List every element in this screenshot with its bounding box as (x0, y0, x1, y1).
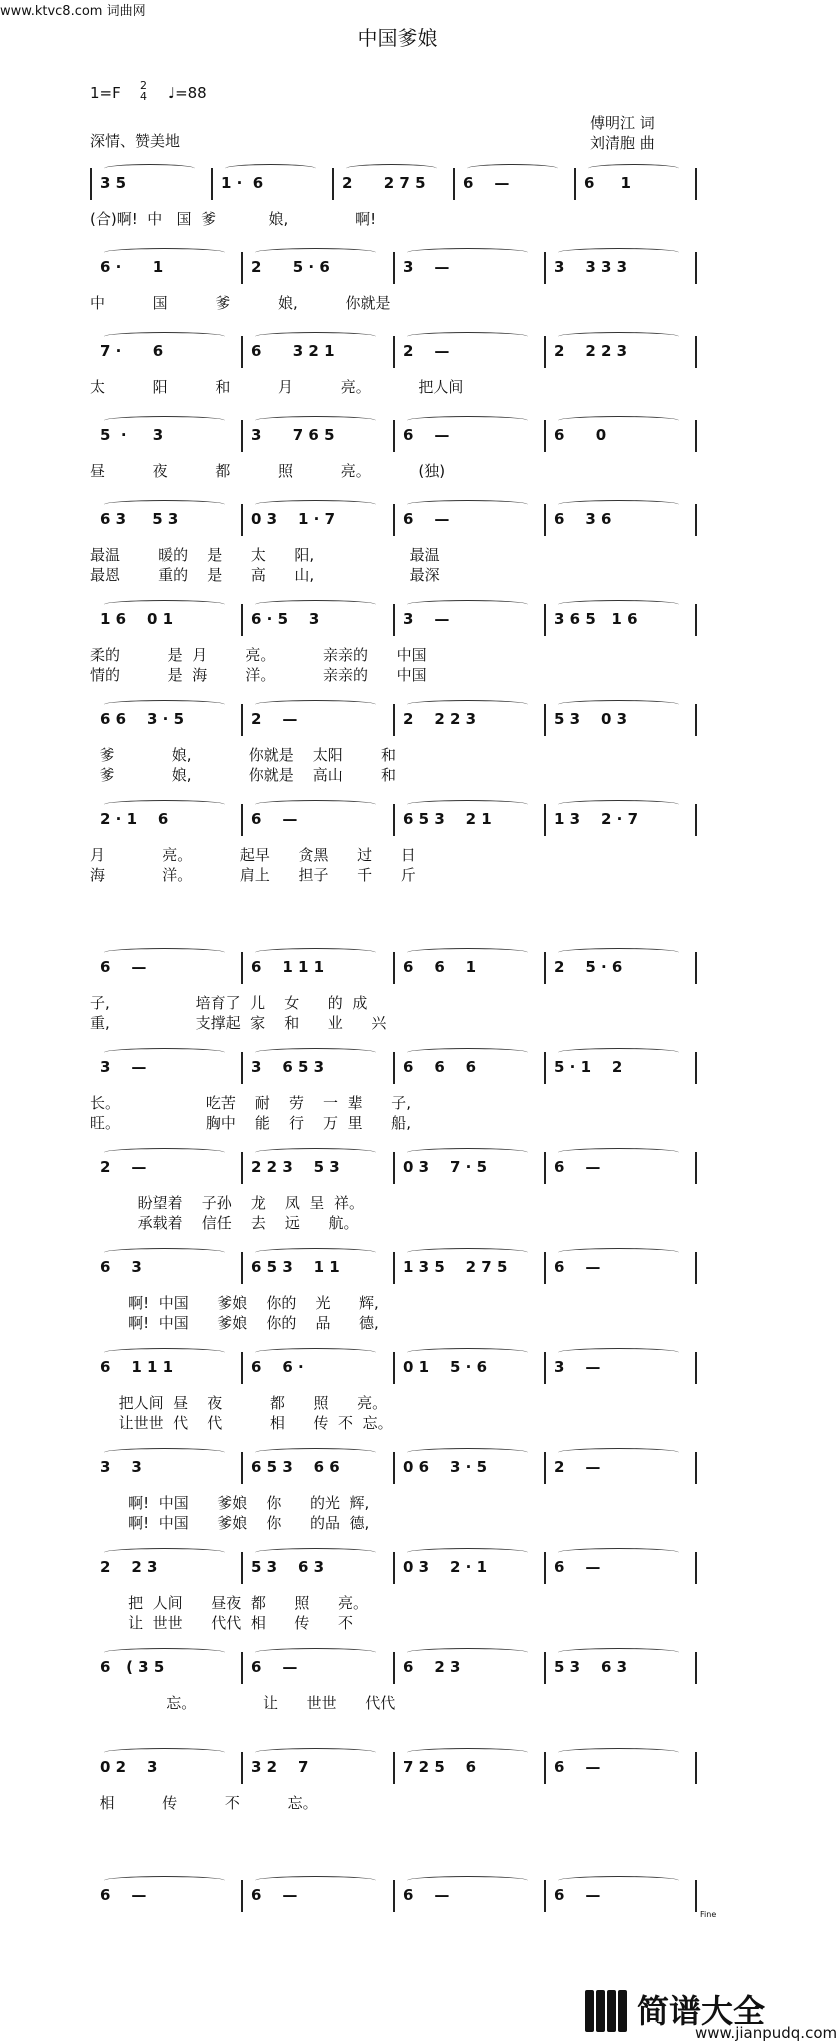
bar-line (393, 1880, 395, 1912)
bar-line (393, 252, 395, 284)
bar-line (393, 1052, 395, 1084)
tempo-marking: ♩=88 (168, 84, 207, 102)
measure-notes: 6 6 · (251, 1358, 304, 1376)
bar-line (241, 1352, 243, 1384)
slur-mark (407, 1348, 528, 1357)
brand-url: www.jianpudq.com (695, 2024, 837, 2042)
measure-notes: 2 2 2 3 (403, 710, 477, 728)
measure-notes: 3 3 3 3 (554, 258, 628, 276)
measure-notes: 0 3 2 · 1 (403, 1558, 488, 1576)
bar-line (544, 1152, 546, 1184)
slur-mark (225, 164, 316, 173)
measure-notes: 1 6 0 1 (100, 610, 174, 628)
bar-line (695, 336, 697, 368)
score-row (90, 1880, 700, 1920)
slur-mark (104, 1148, 225, 1157)
lyric-line: 把 人间 昼夜 都 照 亮。 (90, 1594, 369, 1612)
slur-mark (558, 332, 679, 341)
lyric-line: 爹 娘, 你就是 高山 和 (90, 766, 396, 784)
bar-line (695, 252, 697, 284)
bar-line (695, 1152, 697, 1184)
bar-line (241, 1052, 243, 1084)
bar-line (544, 1880, 546, 1912)
bar-line (695, 420, 697, 452)
lyric-line: 海 洋。 肩上 担子 千 斤 (90, 866, 416, 884)
slur-mark (255, 948, 376, 957)
bar-line (211, 168, 213, 200)
slur-mark (255, 600, 376, 609)
slur-mark (104, 700, 225, 709)
measure-notes: 0 1 5 · 6 (403, 1358, 488, 1376)
slur-mark (255, 1148, 376, 1157)
bar-line (695, 1052, 697, 1084)
slur-mark (407, 700, 528, 709)
slur-mark (255, 248, 376, 257)
measure-notes: 6 0 (554, 426, 607, 444)
bar-line (393, 504, 395, 536)
measure-notes: 6 2 3 (403, 1658, 461, 1676)
measure-notes: 0 2 3 (100, 1758, 158, 1776)
score-row (90, 1652, 700, 1692)
bar-line (544, 1252, 546, 1284)
slur-mark (407, 1448, 528, 1457)
measure-notes: 6 3 (100, 1258, 142, 1276)
bar-line (241, 1880, 243, 1912)
score-row (90, 252, 700, 292)
score-row (90, 504, 700, 544)
composer-credit: 刘清胞 曲 (590, 134, 655, 152)
bar-line (241, 704, 243, 736)
measure-notes: 3 6 5 1 6 (554, 610, 638, 628)
bar-line (544, 1052, 546, 1084)
slur-mark (104, 1248, 225, 1257)
bar-line (695, 1452, 697, 1484)
slur-mark (407, 1048, 528, 1057)
measure-notes: 6 1 (584, 174, 631, 192)
score-row (90, 704, 700, 744)
score-row (90, 952, 700, 992)
slur-mark (255, 1876, 376, 1885)
bar-line (241, 420, 243, 452)
slur-mark (558, 1348, 679, 1357)
bar-line (695, 804, 697, 836)
measure-notes: 6 5 3 1 1 (251, 1258, 340, 1276)
slur-mark (558, 1648, 679, 1657)
bar-line (241, 952, 243, 984)
lyric-line: 让世世 代 代 相 传 不 忘。 (90, 1414, 393, 1432)
fine-marking: Fine (700, 1910, 717, 1919)
bar-line (393, 1652, 395, 1684)
slur-mark (346, 164, 437, 173)
brand-name: 简谱大全 (637, 1992, 766, 2030)
bar-line (544, 1652, 546, 1684)
measure-notes: 0 3 1 · 7 (251, 510, 336, 528)
bar-line (544, 1452, 546, 1484)
slur-mark (407, 1148, 528, 1157)
slur-mark (104, 500, 225, 509)
expression-marking: 深情、赞美地 (90, 132, 181, 150)
measure-notes: 6 3 2 1 (251, 342, 335, 360)
lyric-line: 把人间 昼 夜 都 照 亮。 (90, 1394, 388, 1412)
slur-mark (558, 1748, 679, 1757)
bar-line (453, 168, 455, 200)
bar-line (241, 1152, 243, 1184)
measure-notes: 6 — (251, 810, 298, 828)
lyric-line: 啊! 中国 爹娘 你的 品 德, (90, 1314, 379, 1332)
slur-mark (407, 1876, 528, 1885)
lyricist-credit: 傅明江 词 (590, 114, 655, 132)
measure-notes: 6 — (100, 958, 147, 976)
slur-mark (558, 700, 679, 709)
slur-mark (558, 1248, 679, 1257)
measure-notes: 3 — (403, 258, 450, 276)
bar-line (241, 1552, 243, 1584)
measure-notes: 6 · 1 (100, 258, 164, 276)
time-top: 2 (140, 79, 147, 92)
measure-notes: 6 5 3 6 6 (251, 1458, 340, 1476)
measure-notes: 7 · 6 (100, 342, 164, 360)
measure-notes: 5 · 1 2 (554, 1058, 623, 1076)
bar-line (544, 604, 546, 636)
slur-mark (558, 600, 679, 609)
lyric-line: 最恩 重的 是 高 山, 最深 (90, 566, 440, 584)
bar-line (695, 168, 697, 200)
measure-notes: 6 — (403, 510, 450, 528)
measure-notes: 5 3 0 3 (554, 710, 628, 728)
measure-notes: 6 — (100, 1886, 147, 1904)
bar-line (695, 604, 697, 636)
lyric-line: 太 阳 和 月 亮。 把人间 (90, 378, 464, 396)
measure-notes: 3 2 7 (251, 1758, 309, 1776)
slur-mark (255, 1548, 376, 1557)
lyric-line: 让 世世 代代 相 传 不 (90, 1614, 354, 1632)
measure-notes: 6 1 1 1 (251, 958, 325, 976)
measure-notes: 2 2 2 3 (554, 342, 628, 360)
bar-line (544, 1552, 546, 1584)
lyric-line: (合)啊! 中 国 爹 娘, 啊! (90, 210, 377, 228)
slur-mark (558, 248, 679, 257)
slur-mark (558, 1148, 679, 1157)
slur-mark (407, 1748, 528, 1757)
score-row (90, 1352, 700, 1392)
measure-notes: 6 6 1 (403, 958, 477, 976)
measure-notes: 2 2 3 (100, 1558, 158, 1576)
slur-mark (104, 1748, 225, 1757)
slur-mark (558, 1048, 679, 1057)
measure-notes: 2 5 · 6 (251, 258, 330, 276)
measure-notes: 6 — (403, 1886, 450, 1904)
score-row (90, 1552, 700, 1592)
time-bottom: 4 (140, 90, 147, 103)
bar-line (695, 704, 697, 736)
bar-line (695, 1352, 697, 1384)
lyric-line: 最温 暖的 是 太 阳, 最温 (90, 546, 440, 564)
score-row (90, 336, 700, 376)
measure-notes: 3 — (554, 1358, 601, 1376)
score-row (90, 168, 700, 208)
measure-notes: 2 — (100, 1158, 147, 1176)
bar-line (544, 704, 546, 736)
measure-notes: 5 · 3 (100, 426, 164, 444)
bar-line (241, 504, 243, 536)
bar-line (393, 1752, 395, 1784)
bar-line (393, 1152, 395, 1184)
slur-mark (104, 164, 195, 173)
lyric-line: 盼望着 子孙 龙 凤 呈 祥。 (90, 1194, 364, 1212)
slur-mark (255, 800, 376, 809)
measure-notes: 1 3 5 2 7 5 (403, 1258, 508, 1276)
bar-line (544, 952, 546, 984)
lyric-line: 爹 娘, 你就是 太阳 和 (90, 746, 396, 764)
bar-line (241, 604, 243, 636)
score-row (90, 804, 700, 844)
bar-line (393, 704, 395, 736)
bar-line (393, 1452, 395, 1484)
bar-line (241, 1252, 243, 1284)
slur-mark (558, 800, 679, 809)
measure-notes: 2 · 1 6 (100, 810, 169, 828)
measure-notes: 6 ( 3 5 (100, 1658, 165, 1676)
time-signature (140, 80, 147, 102)
bar-line (544, 504, 546, 536)
slur-mark (558, 948, 679, 957)
slur-mark (255, 500, 376, 509)
bar-line (695, 952, 697, 984)
bar-line (695, 504, 697, 536)
slur-mark (407, 600, 528, 609)
measure-notes: 5 3 6 3 (251, 1558, 325, 1576)
measure-notes: 6 — (554, 1258, 601, 1276)
slur-mark (255, 1748, 376, 1757)
bar-line (695, 1652, 697, 1684)
slur-mark (104, 948, 225, 957)
bar-line (241, 336, 243, 368)
measure-notes: 3 3 (100, 1458, 142, 1476)
measure-notes: 2 5 · 6 (554, 958, 623, 976)
bar-line (393, 1552, 395, 1584)
site-url: www.ktvc8.com 词曲网 (0, 4, 146, 19)
bar-line (393, 804, 395, 836)
lyric-line: 月 亮。 起早 贪黑 过 日 (90, 846, 416, 864)
measure-notes: 3 7 6 5 (251, 426, 335, 444)
slur-mark (558, 500, 679, 509)
measure-notes: 6 6 3 · 5 (100, 710, 185, 728)
lyric-line: 啊! 中国 爹娘 你 的光 辉, (90, 1494, 370, 1512)
slur-mark (255, 1048, 376, 1057)
key-signature: 1=F (90, 84, 121, 102)
lyric-line: 长。 吃苦 耐 劳 一 辈 子, (90, 1094, 411, 1112)
slur-mark (104, 600, 225, 609)
measure-notes: 2 2 3 5 3 (251, 1158, 340, 1176)
measure-notes: 6 3 5 3 (100, 510, 179, 528)
slur-mark (407, 332, 528, 341)
bar-line (393, 604, 395, 636)
lyric-line: 啊! 中国 爹娘 你的 光 辉, (90, 1294, 379, 1312)
lyric-line: 旺。 胸中 能 行 万 里 船, (90, 1114, 411, 1132)
slur-mark (255, 416, 376, 425)
slur-mark (255, 1448, 376, 1457)
bar-line (332, 168, 334, 200)
measure-notes: 2 — (403, 342, 450, 360)
bar-line (90, 168, 92, 200)
measure-notes: 5 3 6 3 (554, 1658, 628, 1676)
slur-mark (558, 1448, 679, 1457)
slur-mark (407, 500, 528, 509)
slur-mark (104, 1348, 225, 1357)
slur-mark (104, 1548, 225, 1557)
slur-mark (467, 164, 558, 173)
lyric-line: 柔的 是 月 亮。 亲亲的 中国 (90, 646, 427, 664)
bar-line (574, 168, 576, 200)
bar-line (544, 420, 546, 452)
slur-mark (407, 948, 528, 957)
slur-mark (255, 1248, 376, 1257)
lyric-line: 重, 支撑起 家 和 业 兴 (90, 1014, 387, 1032)
slur-mark (255, 1348, 376, 1357)
lyric-line: 情的 是 海 洋。 亲亲的 中国 (90, 666, 427, 684)
measure-notes: 6 — (251, 1886, 298, 1904)
measure-notes: 2 — (554, 1458, 601, 1476)
lyric-line: 中 国 爹 娘, 你就是 (90, 294, 391, 312)
measure-notes: 6 6 6 (403, 1058, 477, 1076)
measure-notes: 2 2 7 5 (342, 174, 426, 192)
measure-notes: 6 — (463, 174, 510, 192)
measure-notes: 6 — (554, 1158, 601, 1176)
bar-line (695, 1252, 697, 1284)
bar-line (544, 1352, 546, 1384)
bar-line (241, 252, 243, 284)
slur-mark (558, 1876, 679, 1885)
measure-notes: 6 · 5 3 (251, 610, 320, 628)
measure-notes: 2 — (251, 710, 298, 728)
slur-mark (588, 164, 679, 173)
measure-notes: 0 3 7 · 5 (403, 1158, 488, 1176)
slur-mark (255, 1648, 376, 1657)
score-row (90, 1252, 700, 1292)
bar-line (544, 336, 546, 368)
score-row (90, 1152, 700, 1192)
measure-notes: 3 — (403, 610, 450, 628)
slur-mark (407, 1548, 528, 1557)
slur-mark (104, 1648, 225, 1657)
score-row (90, 1452, 700, 1492)
measure-notes: 6 1 1 1 (100, 1358, 174, 1376)
lyric-line: 忘。 让 世世 代代 (90, 1694, 396, 1712)
bar-line (393, 1352, 395, 1384)
slur-mark (104, 416, 225, 425)
measure-notes: 3 5 (100, 174, 127, 192)
measure-notes: 6 — (251, 1658, 298, 1676)
slur-mark (104, 800, 225, 809)
slur-mark (407, 1648, 528, 1657)
measure-notes: 3 — (100, 1058, 147, 1076)
slur-mark (407, 1248, 528, 1257)
page-title: 中国爹娘 (357, 26, 438, 50)
bar-line (544, 1752, 546, 1784)
bar-line (544, 804, 546, 836)
bar-line (393, 1252, 395, 1284)
bar-line (393, 952, 395, 984)
measure-notes: 6 — (403, 426, 450, 444)
measure-notes: 1 · 6 (221, 174, 264, 192)
bar-line (544, 252, 546, 284)
score-row (90, 1052, 700, 1092)
bar-line (241, 1752, 243, 1784)
lyric-line: 承载着 信任 去 远 航。 (90, 1214, 359, 1232)
bar-line (241, 804, 243, 836)
score-row (90, 420, 700, 460)
slur-mark (104, 248, 225, 257)
bar-line (241, 1652, 243, 1684)
measure-notes: 6 3 6 (554, 510, 612, 528)
bar-line (393, 420, 395, 452)
measure-notes: 6 — (554, 1758, 601, 1776)
slur-mark (104, 1448, 225, 1457)
bar-line (241, 1452, 243, 1484)
score-row (90, 1752, 700, 1792)
lyric-line: 啊! 中国 爹娘 你 的品 德, (90, 1514, 370, 1532)
slur-mark (558, 416, 679, 425)
slur-mark (104, 1876, 225, 1885)
measure-notes: 6 — (554, 1886, 601, 1904)
piano-keys-icon (585, 1990, 627, 2032)
measure-notes: 3 6 5 3 (251, 1058, 325, 1076)
slur-mark (104, 1048, 225, 1057)
lyric-line: 昼 夜 都 照 亮。 (独) (90, 462, 446, 480)
score-row (90, 604, 700, 644)
bar-line (695, 1552, 697, 1584)
slur-mark (255, 332, 376, 341)
measure-notes: 6 5 3 2 1 (403, 810, 492, 828)
measure-notes: 7 2 5 6 (403, 1758, 477, 1776)
bar-line (393, 336, 395, 368)
slur-mark (407, 416, 528, 425)
slur-mark (558, 1548, 679, 1557)
measure-notes: 6 — (554, 1558, 601, 1576)
slur-mark (104, 332, 225, 341)
slur-mark (407, 248, 528, 257)
measure-notes: 0 6 3 · 5 (403, 1458, 488, 1476)
lyric-line: 子, 培育了 儿 女 的 成 (90, 994, 368, 1012)
bar-line (695, 1880, 697, 1912)
slur-mark (407, 800, 528, 809)
bar-line (695, 1752, 697, 1784)
slur-mark (255, 700, 376, 709)
lyric-line: 相 传 不 忘。 (90, 1794, 318, 1812)
measure-notes: 1 3 2 · 7 (554, 810, 639, 828)
